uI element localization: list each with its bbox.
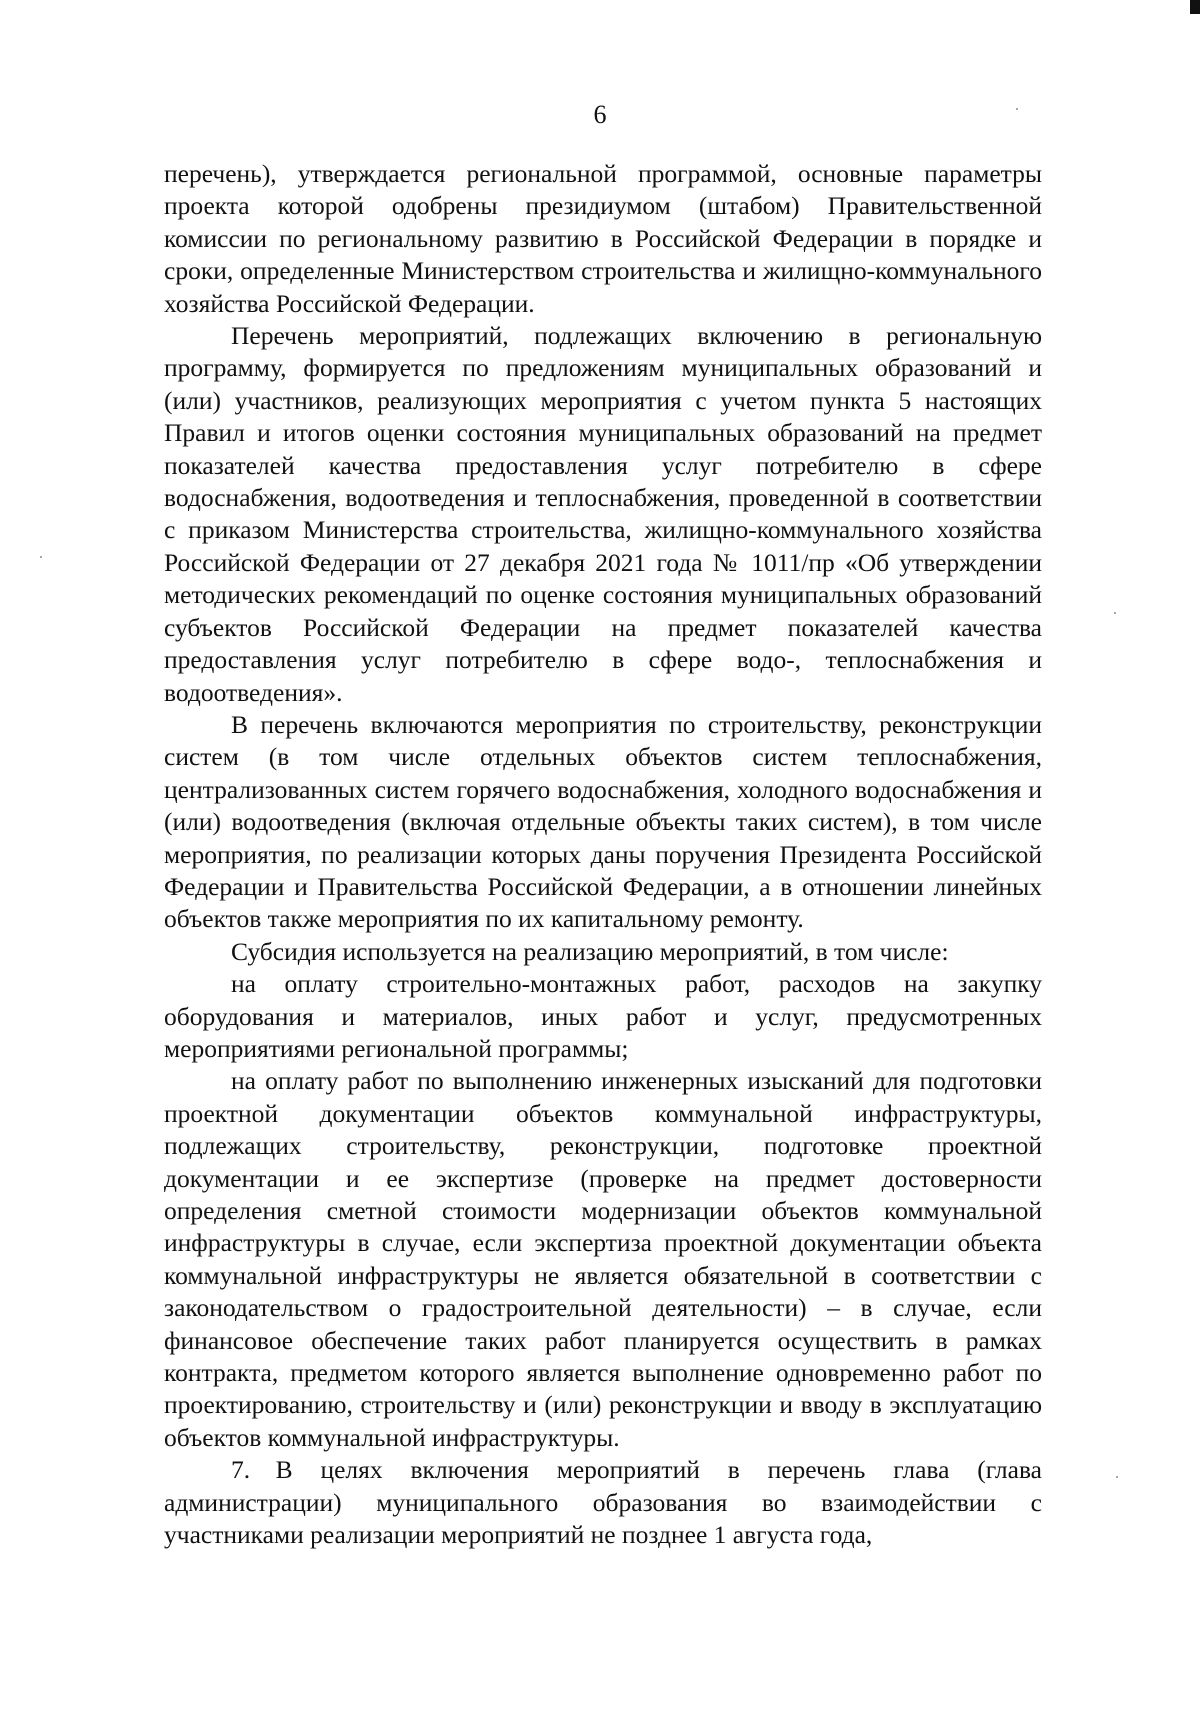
paragraph-construction-payment: на оплату строительно-монтажных работ, расходов на закупку оборудования и материалов, иных работ и услуг, предусмотренных мероприятиями региональной программы; <box>164 969 1042 1063</box>
scan-speck <box>1114 612 1116 614</box>
paragraph-engineering-payment: на оплату работ по выполнению инженерных изысканий для подготовки проектной документации объектов коммунальной инфраструктуры, подлежащих строительству, реконструкции, подготовке проектной документации и ее экспертизе (проверке на предмет достоверности определения сметной стоимости модернизации объектов коммунальной инфраструктуры в случае, если экспертиза проектной документации объекта коммунальной инфраструктуры не является обязательной в соответствии с законодательством о градостроительной деятельности) – в случае, если финансовое обеспечение таких работ планируется осуществить в рамках контракта, предметом которого является выполнение одновременно работ по проектированию, строительству и (или) реконструкции и вводу в эксплуатацию объектов коммунальной инфраструктуры. <box>164 1066 1042 1452</box>
scan-speck <box>40 556 42 558</box>
paragraph-list-formation: Перечень мероприятий, подлежащих включению в региональную программу, формируется по предложениям муниципальных образований и (или) участников, реализующих мероприятия с учетом пункта 5 настоящих Правил и итогов оценки состояния муниципальных образований на предмет показателей качества предоставления услуг потребителю в сфере водоснабжения, водоотведения и теплоснабжения, проведенной в соответствии с приказом Министерства строительства, жилищно-коммунального хозяйства Российской Федерации от 27 декабря 2021 года № 1011/пр «Об утверждении методических рекомендаций по оценке состояния муниципальных образований субъектов Российской Федерации на предмет показателей качества предоставления услуг потребителю в сфере водо-, теплоснабжения и водоотведения». <box>164 321 1042 707</box>
paragraph-item-7: 7. В целях включения мероприятий в перечень глава (глава администрации) муниципального образования во взаимодействии с участниками реализации мероприятий не позднее 1 августа года, <box>164 1455 1042 1550</box>
paragraph-list-contents: В перечень включаются мероприятия по строительству, реконструкции систем (в том числе отдельных объектов систем теплоснабжения, централизованных систем горячего водоснабжения, холодного водоснабжения и (или) водоотведения (включая отдельные объекты таких систем), в том числе мероприятия, по реализации которых даны поручения Президента Российской Федерации и Правительства Российской Федерации, а в отношении линейных объектов также мероприятия по их капитальному ремонту. <box>164 709 1042 934</box>
scan-edge-mark <box>1190 0 1200 14</box>
paragraph-continuation: перечень), утверждается региональной программой, основные параметры проекта которой одобрены президиумом (штабом) Правительственной комиссии по региональному развитию в Российской Федерации в порядке и сроки, определенные Министерством строительства и жилищно-коммунального хозяйства Российской Федерации. <box>164 159 1042 318</box>
scan-speck <box>1116 1476 1118 1478</box>
document-body <box>164 158 1042 1551</box>
paragraph-subsidy-usage: Субсидия используется на реализацию мероприятий, в том числе: <box>231 936 949 966</box>
page-number: 6 <box>593 100 607 129</box>
